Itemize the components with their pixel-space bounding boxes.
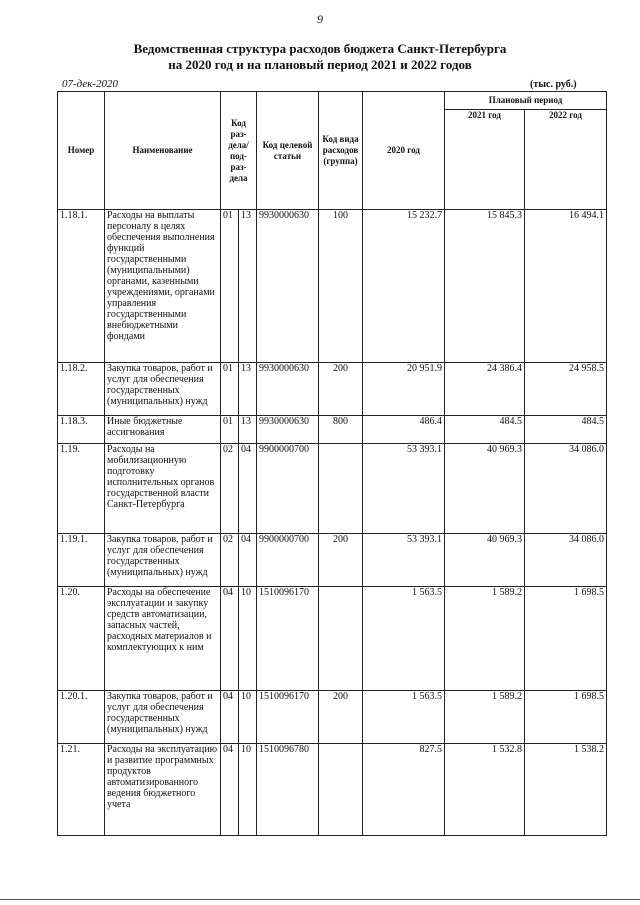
row-name: Расходы на выплаты персоналу в целях обеспечения выполнения функций государственными (муниципальными) органами, казенными учреждениями, органами управления государственными внебюджетными фондами <box>105 210 221 363</box>
row-target: 9930000630 <box>257 363 319 416</box>
header-section: Код раз-дела/ под-раз-дела <box>221 92 257 210</box>
row-2021: 484.5 <box>445 416 525 444</box>
row-target: 9930000630 <box>257 416 319 444</box>
row-2021: 15 845.3 <box>445 210 525 363</box>
row-2020: 15 232.7 <box>363 210 445 363</box>
row-subsection: 13 <box>239 210 257 363</box>
row-section: 01 <box>221 210 239 363</box>
row-2022: 34 086.0 <box>525 534 607 587</box>
row-subsection: 10 <box>239 691 257 744</box>
row-name: Расходы на эксплуатацию и развитие программных продуктов автоматизированного ведения бюджетного учета <box>105 744 221 836</box>
row-2020: 53 393.1 <box>363 534 445 587</box>
header-planned-period: Плановый период <box>445 92 607 110</box>
row-number: 1.18.1. <box>58 210 105 363</box>
units-label: (тыс. руб.) <box>530 79 577 90</box>
row-2022: 24 958.5 <box>525 363 607 416</box>
header-2022: 2022 год <box>525 110 607 210</box>
page-number: 9 <box>317 12 323 26</box>
row-expense-type: 200 <box>319 534 363 587</box>
row-2020: 1 563.5 <box>363 691 445 744</box>
row-target: 9930000630 <box>257 210 319 363</box>
row-expense-type: 100 <box>319 210 363 363</box>
row-2022: 16 494.1 <box>525 210 607 363</box>
row-2021: 40 969.3 <box>445 444 525 534</box>
row-number: 1.20. <box>58 587 105 691</box>
row-section: 01 <box>221 363 239 416</box>
row-2021: 24 386.4 <box>445 363 525 416</box>
row-expense-type: 200 <box>319 691 363 744</box>
table-row <box>58 587 607 691</box>
table-row <box>58 416 607 444</box>
row-2021: 1 589.2 <box>445 691 525 744</box>
row-section: 04 <box>221 744 239 836</box>
page-bottom-rule <box>0 899 640 900</box>
header-number: Номер <box>58 92 105 210</box>
row-subsection: 13 <box>239 416 257 444</box>
header-name: Наименование <box>105 92 221 210</box>
table-row <box>58 534 607 587</box>
table-row <box>58 210 607 363</box>
header-2020: 2020 год <box>363 92 445 210</box>
row-2020: 486.4 <box>363 416 445 444</box>
row-name: Закупка товаров, работ и услуг для обеспечения государственных (муниципальных) нужд <box>105 691 221 744</box>
row-expense-type <box>319 587 363 691</box>
row-2020: 827.5 <box>363 744 445 836</box>
row-expense-type: 200 <box>319 363 363 416</box>
row-2022: 484.5 <box>525 416 607 444</box>
row-subsection: 04 <box>239 444 257 534</box>
row-2022: 1 698.5 <box>525 587 607 691</box>
row-2021: 40 969.3 <box>445 534 525 587</box>
row-section: 01 <box>221 416 239 444</box>
row-subsection: 13 <box>239 363 257 416</box>
row-subsection: 04 <box>239 534 257 587</box>
row-2022: 1 698.5 <box>525 691 607 744</box>
document-title <box>0 41 640 73</box>
header-expense-type: Код вида расходов (группа) <box>319 92 363 210</box>
row-target: 1510096170 <box>257 587 319 691</box>
table-row <box>58 744 607 836</box>
budget-table <box>57 91 607 836</box>
table-row <box>58 444 607 534</box>
header-2021: 2021 год <box>445 110 525 210</box>
row-target: 1510096780 <box>257 744 319 836</box>
row-expense-type: 800 <box>319 416 363 444</box>
row-target: 9900000700 <box>257 444 319 534</box>
row-name: Закупка товаров, работ и услуг для обеспечения государственных (муниципальных) нужд <box>105 534 221 587</box>
row-number: 1.19. <box>58 444 105 534</box>
row-section: 04 <box>221 587 239 691</box>
table-row <box>58 363 607 416</box>
row-expense-type <box>319 444 363 534</box>
row-number: 1.21. <box>58 744 105 836</box>
row-name: Закупка товаров, работ и услуг для обеспечения государственных (муниципальных) нужд <box>105 363 221 416</box>
row-name: Иные бюджетные ассигнования <box>105 416 221 444</box>
row-2020: 53 393.1 <box>363 444 445 534</box>
row-target: 1510096170 <box>257 691 319 744</box>
row-2020: 1 563.5 <box>363 587 445 691</box>
header-target: Код целевой статьи <box>257 92 319 210</box>
row-subsection: 10 <box>239 744 257 836</box>
row-2022: 34 086.0 <box>525 444 607 534</box>
row-2021: 1 589.2 <box>445 587 525 691</box>
row-number: 1.20.1. <box>58 691 105 744</box>
row-expense-type <box>319 744 363 836</box>
row-2021: 1 532.8 <box>445 744 525 836</box>
row-number: 1.18.3. <box>58 416 105 444</box>
row-section: 02 <box>221 534 239 587</box>
row-name: Расходы на мобилизационную подготовку исполнительных органов государственной власти Санкт-Петербурга <box>105 444 221 534</box>
title-line-2: на 2020 год и на плановый период 2021 и 2022 годов <box>168 57 472 72</box>
row-number: 1.18.2. <box>58 363 105 416</box>
row-name: Расходы на обеспечение эксплуатации и закупку средств автоматизации, запасных частей, расходных материалов и комплектующих к ним <box>105 587 221 691</box>
row-2022: 1 538.2 <box>525 744 607 836</box>
row-2020: 20 951.9 <box>363 363 445 416</box>
row-subsection: 10 <box>239 587 257 691</box>
row-section: 02 <box>221 444 239 534</box>
row-target: 9900000700 <box>257 534 319 587</box>
table-row <box>58 691 607 744</box>
title-line-1: Ведомственная структура расходов бюджета Санкт-Петербурга <box>133 41 507 56</box>
document-date: 07-дек-2020 <box>62 78 119 90</box>
row-number: 1.19.1. <box>58 534 105 587</box>
row-section: 04 <box>221 691 239 744</box>
